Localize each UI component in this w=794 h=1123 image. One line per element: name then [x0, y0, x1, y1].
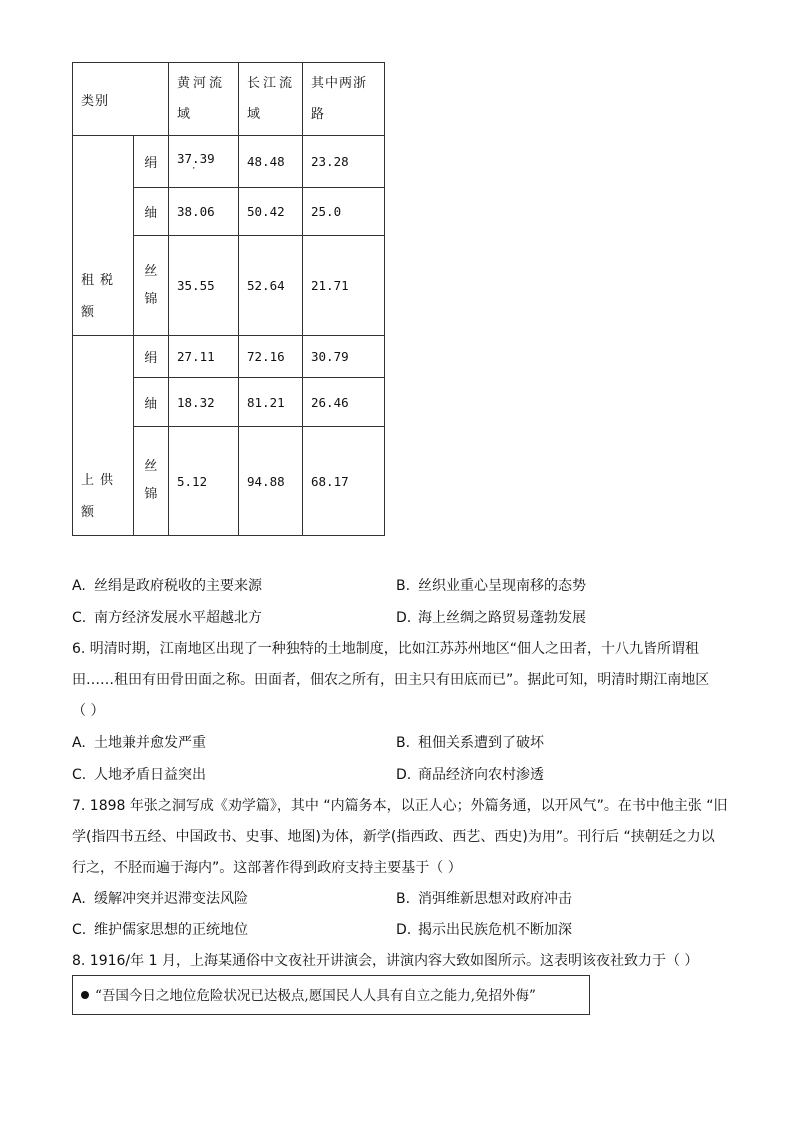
value-cell: 37.39 ·	[169, 136, 239, 188]
q8-quote-text: “吾国今日之地位危险状况已达极点,愿国民人人具有自立之能力,免招外侮”	[95, 988, 536, 1004]
stray-mark: ·	[191, 164, 197, 174]
value-cell: 21.71	[303, 236, 385, 336]
q7-option-c[interactable]: C. 维护儒家思想的正统地位	[72, 922, 248, 938]
q5-option-a[interactable]: A. 丝绢是政府税收的主要来源	[72, 578, 262, 594]
q6-stem-line-1: 6. 明清时期，江南地区出现了一种独特的土地制度，比如江苏苏州地区“佃人之田者，十八九皆所谓租	[72, 641, 700, 657]
value-cell: 81.21	[239, 378, 303, 427]
item-label: 丝 锦	[133, 236, 168, 336]
table-row	[73, 136, 385, 188]
q7-stem-line-1: 7. 1898 年张之洞写成《劝学篇》，其中 “内篇务本，以正人心；外篇务通，以开风气”。在书中他主张 “旧	[72, 798, 728, 814]
q5-option-d[interactable]: D. 海上丝绸之路贸易蓬勃发展	[396, 610, 586, 626]
q7-option-a[interactable]: A. 缓解冲突并迟滞变法风险	[72, 891, 248, 907]
value-cell: 35.55	[169, 236, 239, 336]
header-category	[73, 63, 169, 136]
value-cell: 5.12	[169, 427, 239, 536]
value-cell: 18.32	[169, 378, 239, 427]
item-label: 绢	[133, 136, 168, 188]
item-label: 䌷	[133, 378, 168, 427]
q6-option-c[interactable]: C. 人地矛盾日益突出	[72, 767, 206, 783]
q7-stem-line-2: 学(指四书五经、中国政书、史事、地图)为体，新学(指西政、西艺、西史)为用”。刊行后 “挟朝廷之力以	[72, 829, 715, 845]
value-cell: 68.17	[303, 427, 385, 536]
q6-option-d[interactable]: D. 商品经济向农村渗透	[396, 767, 544, 783]
group-label-tribute: 上供 额	[73, 336, 134, 536]
q7-option-b[interactable]: B. 消弭维新思想对政府冲击	[396, 891, 572, 907]
value-cell: 30.79	[303, 336, 385, 378]
value-cell: 38.06	[169, 188, 239, 236]
value-cell: 23.28	[303, 136, 385, 188]
value-cell: 27.11	[169, 336, 239, 378]
value-cell: 50.42	[239, 188, 303, 236]
group-label-tax: 租税 额	[73, 136, 134, 336]
q6-option-a[interactable]: A. 土地兼并愈发严重	[72, 735, 206, 751]
q6-answer-blank: （ ）	[72, 703, 105, 719]
header-huanghe: 黄河流 域	[169, 63, 239, 136]
q8-stem: 8. 1916/年 1 月，上海某通俗中文夜社开讲演会，讲演内容大致如图所示。这表明该夜社致力于（ ）	[72, 953, 699, 969]
q8-quote-box	[72, 975, 590, 1015]
q7-stem-line-3: 行之，不胫而遍于海内”。这部著作得到政府支持主要基于（ ）	[72, 860, 462, 876]
header-category-label: 类别	[81, 93, 110, 109]
value-cell: 26.46	[303, 378, 385, 427]
value-cell: 52.64	[239, 236, 303, 336]
item-label: 绢	[133, 336, 168, 378]
header-changjiang: 长江流 域	[239, 63, 303, 136]
q6-stem-line-2: 田……租田有田骨田面之称。田面者，佃农之所有，田主只有田底而已”。据此可知，明清时期江南地区	[72, 672, 710, 688]
table-row	[73, 336, 385, 378]
q5-option-b[interactable]: B. 丝织业重心呈现南移的态势	[396, 578, 586, 594]
q5-option-c[interactable]: C. 南方经济发展水平超越北方	[72, 610, 262, 626]
value-cell: 72.16	[239, 336, 303, 378]
bullet-icon	[81, 991, 89, 999]
value-cell: 25.0	[303, 188, 385, 236]
q7-option-d[interactable]: D. 揭示出民族危机不断加深	[396, 922, 572, 938]
statistics-table	[72, 62, 385, 536]
item-label: 䌷	[133, 188, 168, 236]
header-liangzhe: 其中两浙 路	[303, 63, 385, 136]
q6-option-b[interactable]: B. 租佃关系遭到了破坏	[396, 735, 544, 751]
item-label: 丝 锦	[133, 427, 168, 536]
table-header-row	[73, 63, 385, 136]
value-cell: 48.48	[239, 136, 303, 188]
value-cell: 94.88	[239, 427, 303, 536]
